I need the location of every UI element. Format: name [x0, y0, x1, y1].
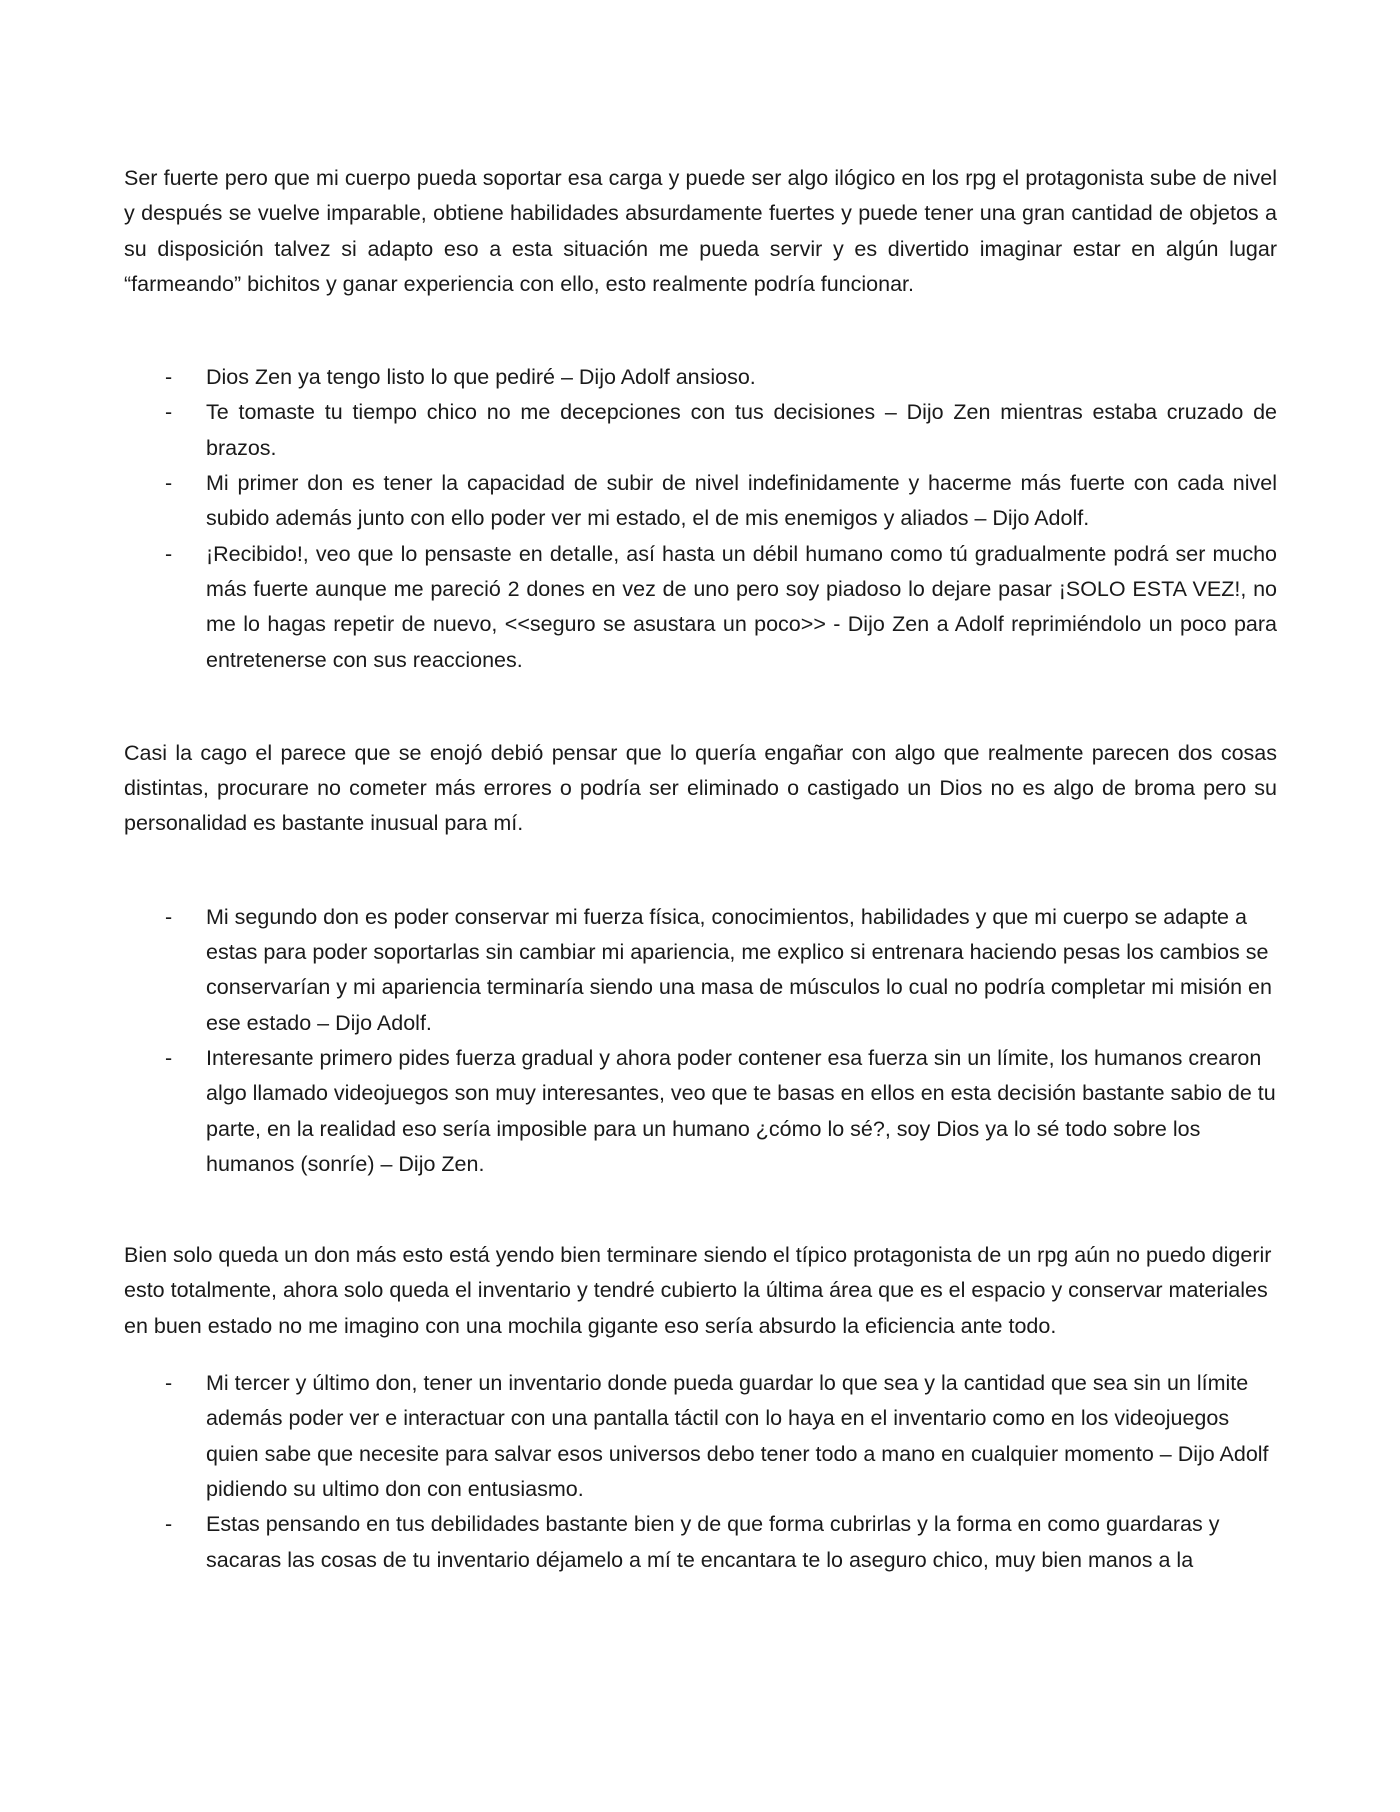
dialogue-text: Interesante primero pides fuerza gradual y ahora poder contener esa fuerza sin un límite, los humanos crearon algo llamado videojuegos son muy interesantes, veo que te basas en ellos en esta decisión bastante sabio de tu parte, en la realidad eso sería imposible para un humano ¿cómo lo sé?, soy Dios ya lo sé todo sobre los humanos (sonríe) – Dijo Zen. — [206, 1045, 1276, 1176]
dialogue-line — [124, 1507, 1277, 1578]
dash-bullet: - — [165, 1512, 173, 1537]
dialogue-list-second-gift — [124, 900, 1277, 1182]
spacer — [124, 302, 1277, 360]
dash-bullet: - — [165, 365, 173, 390]
dash-bullet: - — [165, 471, 173, 496]
dialogue-text: Mi segundo don es poder conservar mi fuerza física, conocimientos, habilidades y que mi cuerpo se adapte a estas para poder soportarlas sin cambiar mi apariencia, me explico si entrenara haciendo pesas los cambios se conservarían y mi apariencia terminaría siendo una masa de músculos lo cual no podría completar mi misión en ese estado – Dijo Adolf. — [206, 904, 1272, 1035]
paragraph-last-gift-thoughts: Bien solo queda un don más esto está yendo bien terminare siendo el típico protagonista de un rpg aún no puedo digerir esto totalmente, ahora solo queda el inventario y tendré cubierto la última área que es el espacio y conservar materiales en buen estado no me imagino con una mochila gigante eso sería absurdo la eficiencia ante todo. — [124, 1243, 1272, 1338]
dialogue-text: ¡Recibido!, veo que lo pensaste en detalle, así hasta un débil humano como tú gradualmente podrá ser mucho más fuerte aunque me pareció 2 dones en vez de uno pero soy piadoso lo dejare pasar ¡SOLO ESTA VEZ!, no me lo hagas repetir de nuevo, <<seguro se asustara un poco>> - Dijo Zen a Adolf reprimiéndolo un poco para entretenerse con sus reacciones. — [206, 541, 1277, 672]
dialogue-line — [124, 900, 1277, 1041]
spacer — [124, 1344, 1277, 1366]
dialogue-text: Mi tercer y último don, tener un inventario donde pueda guardar lo que sea y la cantidad que sea sin un límite además poder ver e interactuar con una pantalla táctil con lo haya en el inventario como en los videojuegos quien sabe que necesite para salvar esos universos debo tener todo a mano en cualquier momento – Dijo Adolf pidiendo su ultimo don con entusiasmo. — [206, 1371, 1269, 1501]
dialogue-list-first-gift — [124, 360, 1277, 678]
spacer — [124, 678, 1277, 736]
dash-bullet: - — [165, 1045, 173, 1070]
spacer — [124, 1182, 1277, 1238]
paragraph-inner-thoughts: Casi la cago el parece que se enojó debió pensar que lo quería engañar con algo que realmente parecen dos cosas distintas, procurare no cometer más errores o podría ser eliminado o castigado un Dios no es algo de broma pero su personalidad es bastante inusual para mí. — [124, 740, 1277, 836]
dialogue-list-third-gift — [124, 1366, 1277, 1578]
dialogue-line — [124, 395, 1277, 466]
dialogue-line — [124, 537, 1277, 678]
document-page — [124, 161, 1277, 1578]
dialogue-line — [124, 1041, 1277, 1182]
dialogue-line — [124, 466, 1277, 537]
dialogue-text: Estas pensando en tus debilidades bastante bien y de que forma cubrirlas y la forma en como guardaras y sacaras las cosas de tu inventario déjamelo a mí te encantara te lo aseguro chico, muy bien manos a la — [206, 1512, 1220, 1572]
spacer — [124, 842, 1277, 900]
dialogue-text: Mi primer don es tener la capacidad de subir de nivel indefinidamente y hacerme más fuerte con cada nivel subido además junto con ello poder ver mi estado, el de mis enemigos y aliados – Dijo Adolf. — [206, 471, 1277, 531]
dash-bullet: - — [165, 904, 173, 929]
dash-bullet: - — [165, 1371, 173, 1396]
dialogue-text: Dios Zen ya tengo listo lo que pediré – Dijo Adolf ansioso. — [206, 365, 756, 390]
paragraph-rpg-reflection: Ser fuerte pero que mi cuerpo pueda soportar esa carga y puede ser algo ilógico en los rpg el protagonista sube de nivel y después se vuelve imparable, obtiene habilidades absurdamente fuertes y puede tener una gran cantidad de objetos a su disposición talvez si adapto eso a esta situación me pueda servir y es divertido imaginar estar en algún lugar “farmeando” bichitos y ganar experiencia con ello, esto realmente podría funcionar. — [124, 166, 1277, 296]
dialogue-line — [124, 360, 1277, 395]
dialogue-text: Te tomaste tu tiempo chico no me decepciones con tus decisiones – Dijo Zen mientras estaba cruzado de brazos. — [206, 400, 1277, 460]
dialogue-line — [124, 1366, 1277, 1507]
dash-bullet: - — [165, 541, 173, 566]
dash-bullet: - — [165, 400, 173, 425]
